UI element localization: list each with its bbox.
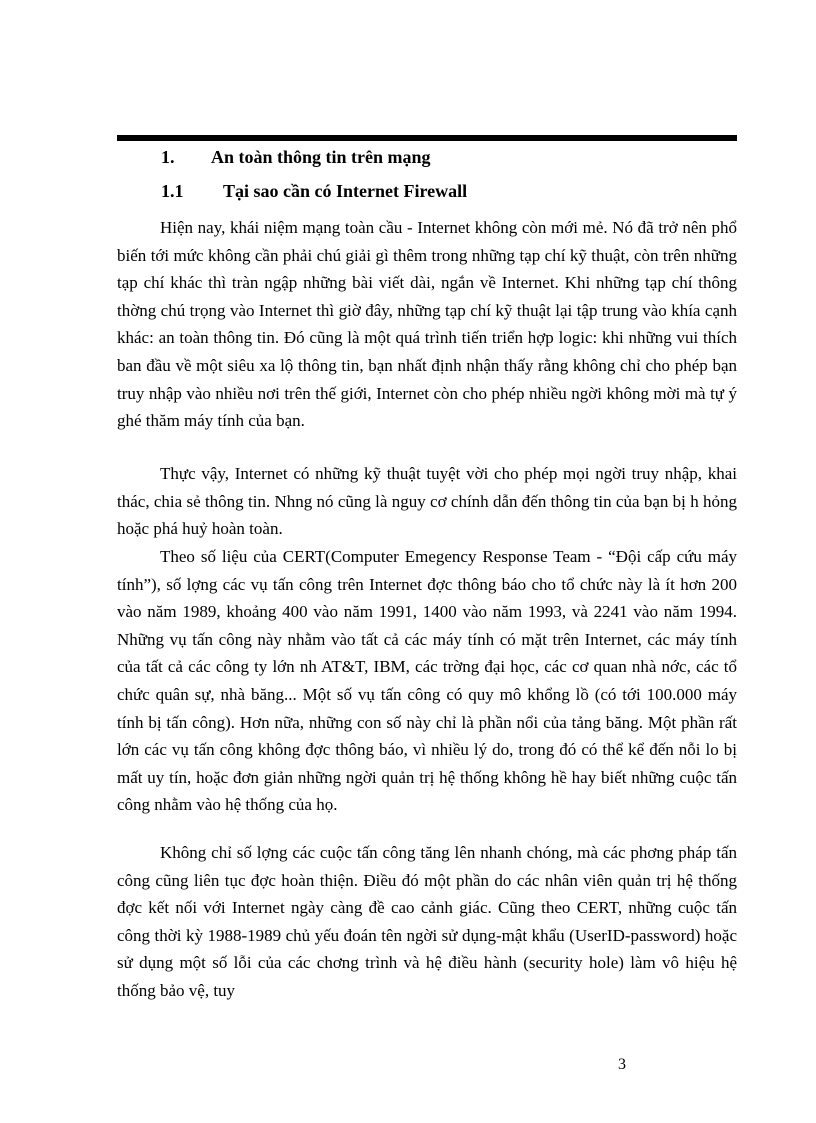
paragraph (117, 214, 737, 435)
header-rule (117, 135, 737, 141)
section-title: An toàn thông tin trên mạng (211, 147, 431, 167)
paragraph-text: Theo số liệu của CERT(Computer Emegency Response Team - “Đội cấp cứu máy tính”), số lợng các vụ tấn công trên Internet đợc thông báo cho tổ chức này là ít hơn 200 vào năm 1989, khoảng 400 vào năm 1991, 1400 vào năm 1993, và 2241 vào năm 1994. Những vụ tấn công này nhằm vào tất cả các máy tính có mặt trên Internet, các máy tính của tất cả các công ty lớn nh AT&T, IBM, các trờng đại học, các cơ quan nhà nớc, các tổ chức quân sự, nhà băng... Một số vụ tấn công có quy mô khổng lồ (có tới 100.000 máy tính bị tấn công). Hơn nữa, những con số này chỉ là phần nổi của tảng băng. Một phần rất lớn các vụ tấn công không đợc thông báo, vì nhiều lý do, trong đó có thể kể đến nỗi lo bị mất uy tín, hoặc đơn giản những ngời quản trị hệ thống không hề hay biết những cuộc tấn công nhằm vào hệ thống của họ. (117, 547, 737, 815)
paragraph (117, 839, 737, 1005)
page-number: 3 (618, 1056, 626, 1073)
paragraph (117, 460, 737, 543)
section-number: 1. (161, 147, 175, 167)
paragraph-text: Không chỉ số lợng các cuộc tấn công tăng lên nhanh chóng, mà các phơng pháp tấn công cũng liên tục đợc hoàn thiện. Điều đó một phần do các nhân viên quản trị hệ thống đợc kết nối với Internet ngày càng đề cao cảnh giác. Cũng theo CERT, những cuộc tấn công thời kỳ 1988-1989 chủ yếu đoán tên ngời sử dụng-mật khẩu (UserID-password) hoặc sử dụng một số lỗi của các chơng trình và hệ điều hành (security hole) làm vô hiệu hệ thống bảo vệ, tuy (117, 843, 737, 1000)
paragraph-text: Thực vậy, Internet có những kỹ thuật tuyệt vời cho phép mọi ngời truy nhập, khai thác, chia sẻ thông tin. Nhng nó cũng là nguy cơ chính dẫn đến thông tin của bạn bị h hỏng hoặc phá huỷ hoàn toàn. (117, 464, 737, 539)
paragraph-text: Hiện nay, khái niệm mạng toàn cầu - Internet không còn mới mẻ. Nó đã trở nên phổ biến tới mức không cần phải chú giải gì thêm trong những tạp chí kỹ thuật, còn trên những tạp chí khác thì tràn ngập những bài viết dài, ngắn về Internet. Khi những tạp chí thông thờng chú trọng vào Internet thì giờ đây, những tạp chí kỹ thuật lại tập trung vào khía cạnh khác: an toàn thông tin. Đó cũng là một quá trình tiến triển hợp logic: khi những vui thích ban đầu về một siêu xa lộ thông tin, bạn nhất định nhận thấy rằng không chỉ cho phép bạn truy nhập vào nhiều nơi trên thế giới, Internet còn cho phép nhiều ngời không mời mà tự ý ghé thăm máy tính của bạn. (117, 218, 737, 431)
subsection-title: Tại sao cần có Internet Firewall (223, 181, 468, 201)
subsection-number: 1.1 (161, 181, 184, 201)
paragraph (117, 543, 737, 819)
